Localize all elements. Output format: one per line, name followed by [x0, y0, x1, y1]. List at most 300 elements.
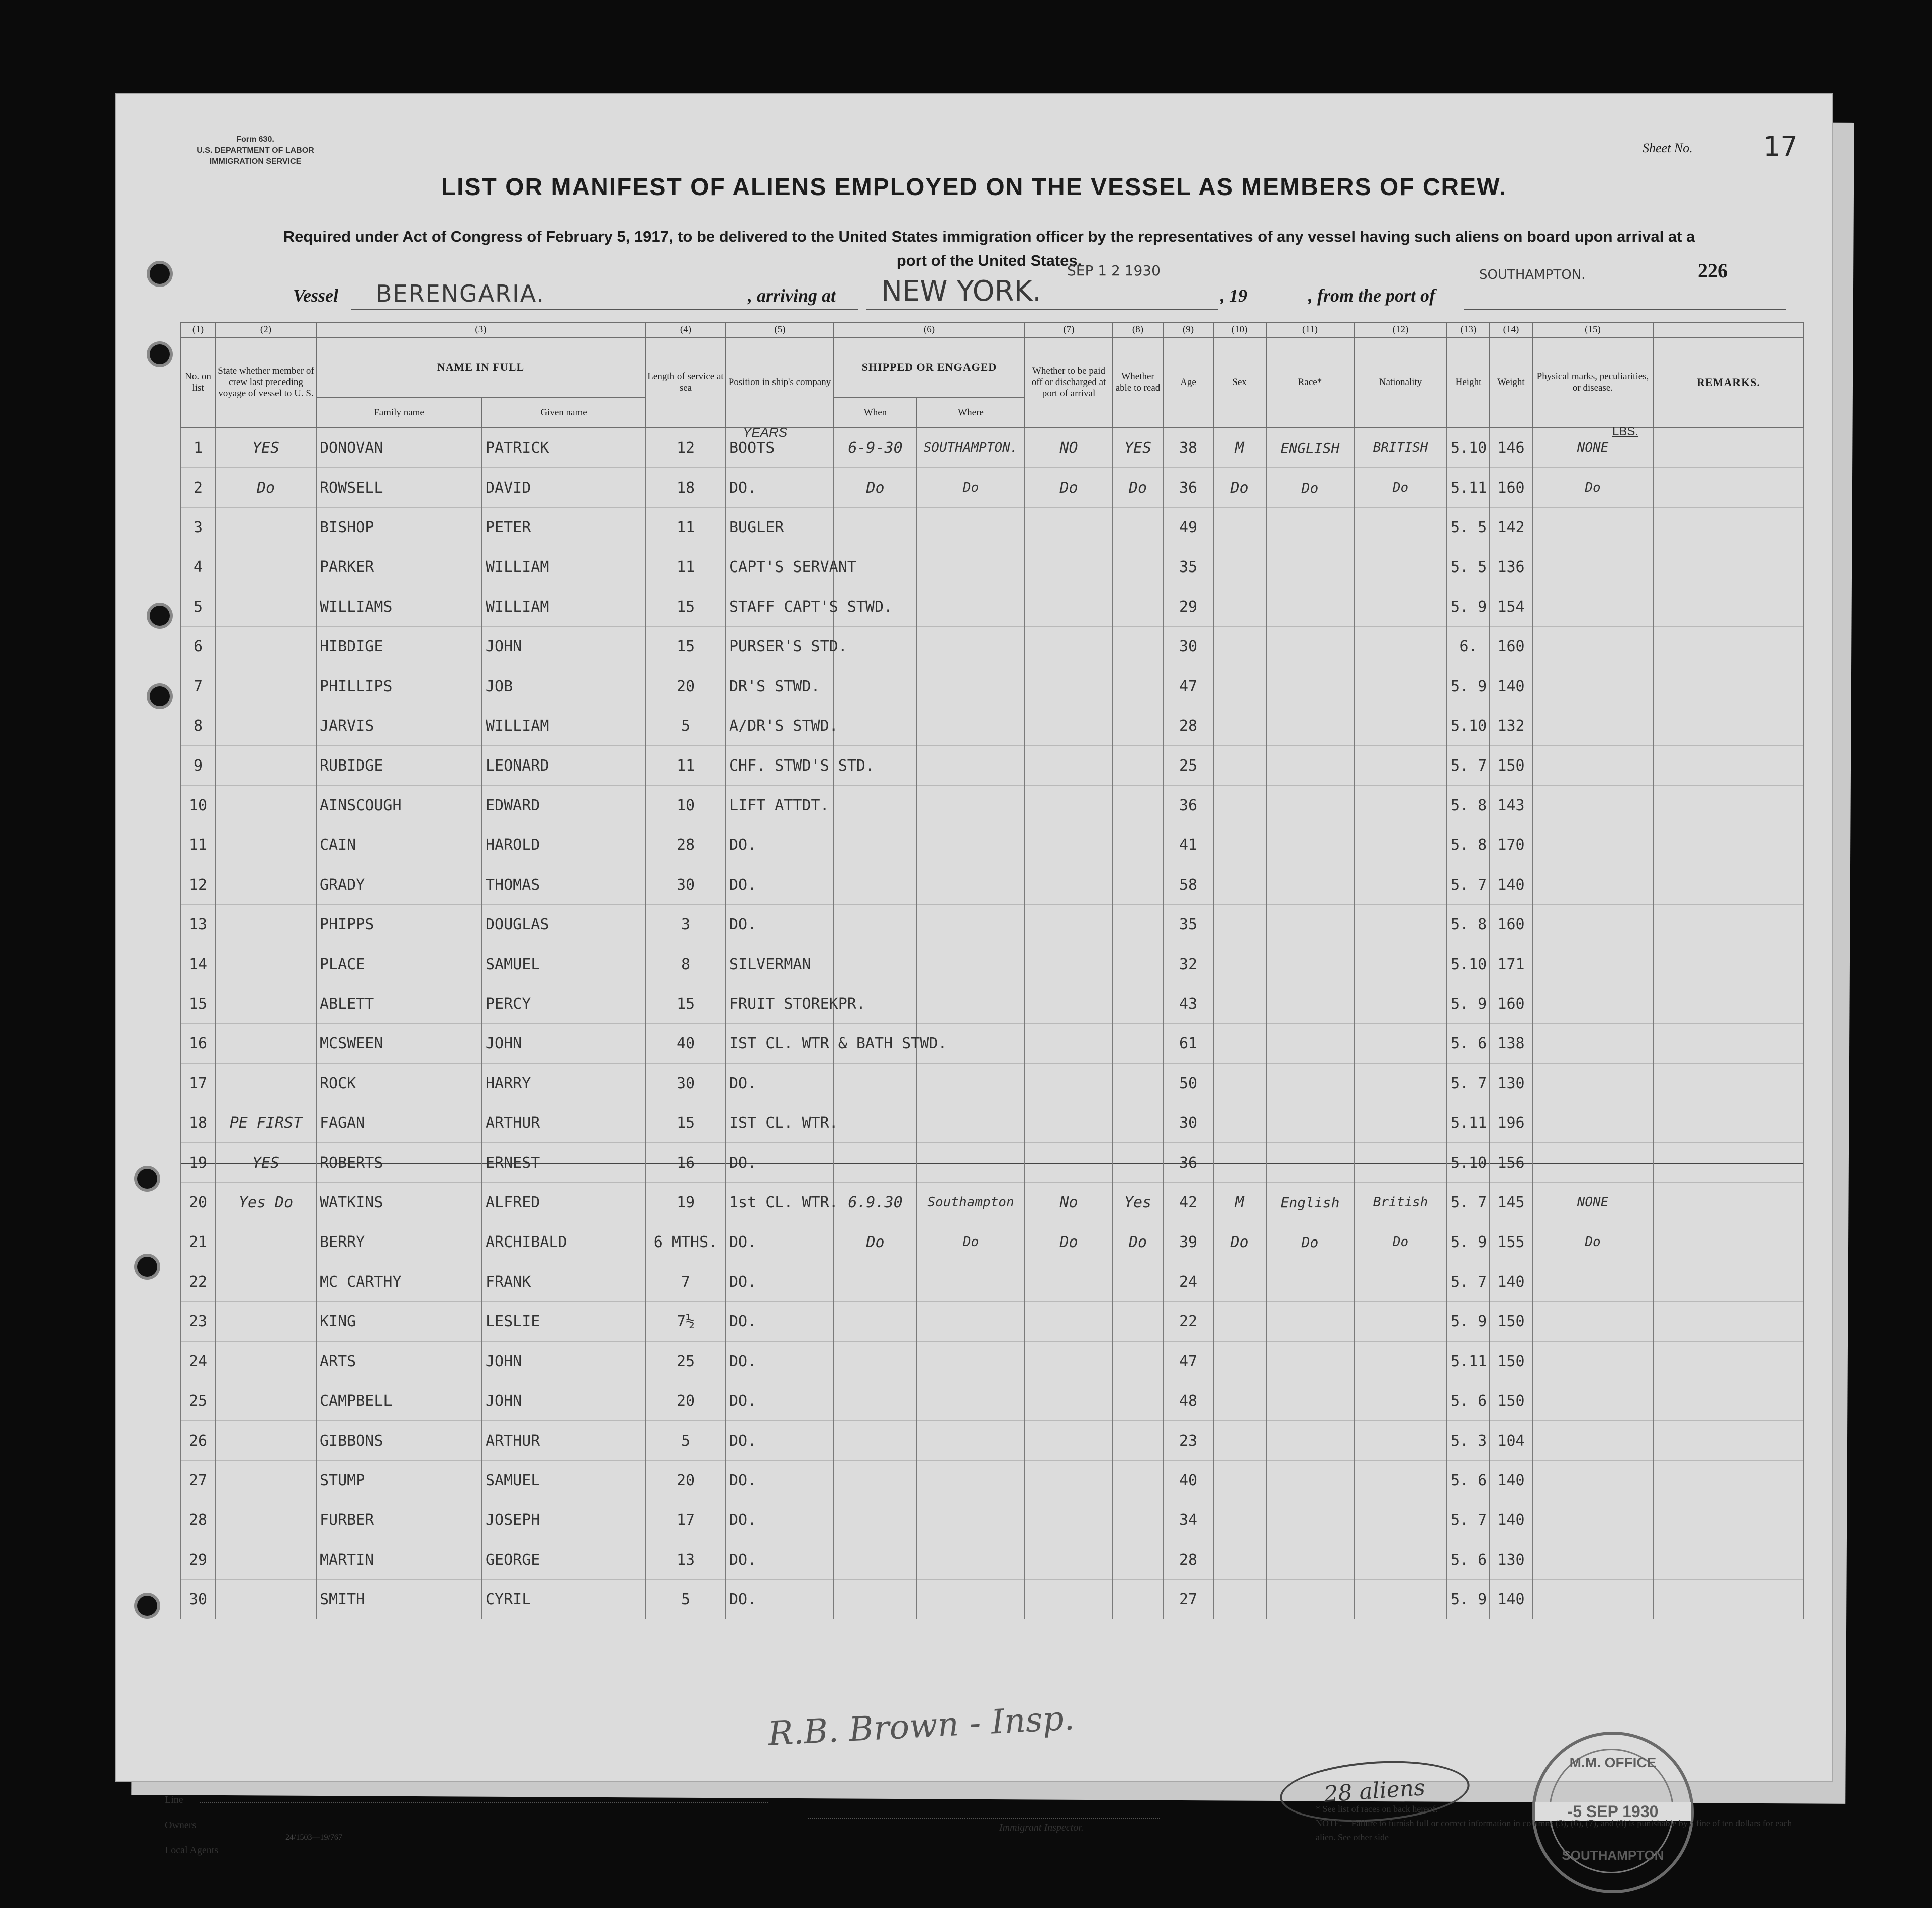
- race-cell: [1266, 706, 1354, 746]
- row-number: 23: [180, 1302, 216, 1342]
- crew-row: [180, 1143, 1804, 1183]
- race-cell: [1266, 1461, 1354, 1500]
- shipped-where-cell: [917, 1580, 1025, 1619]
- shipped-when-cell: [834, 944, 917, 984]
- given-name-cell: LESLIE: [482, 1302, 645, 1342]
- service-length-cell: 6 MTHS.: [645, 1222, 726, 1262]
- age-cell: 43: [1163, 984, 1213, 1024]
- service-length-cell: 11: [645, 547, 726, 587]
- nationality-cell: [1354, 1064, 1447, 1103]
- stamp-date: -5 SEP 1930: [1535, 1802, 1691, 1821]
- shipped-where-cell: [917, 1262, 1025, 1302]
- remarks-cell: [1653, 905, 1804, 944]
- remarks-cell: [1653, 547, 1804, 587]
- given-name-cell: PATRICK: [482, 428, 645, 468]
- service-length-cell: 15: [645, 627, 726, 666]
- weight-cell: 130: [1490, 1540, 1532, 1580]
- col-number-remarks: [1653, 322, 1804, 337]
- age-cell: 22: [1163, 1302, 1213, 1342]
- shipped-when-cell: 6.9.30: [834, 1183, 917, 1222]
- family-name-cell: GIBBONS: [316, 1421, 482, 1461]
- sex-cell: [1213, 1381, 1266, 1421]
- col-number-7: (7): [1025, 322, 1113, 337]
- weight-cell: 140: [1490, 1500, 1532, 1540]
- col-number-4: (4): [645, 322, 726, 337]
- able-to-read-cell: [1113, 547, 1163, 587]
- service-length-cell: 5: [645, 1580, 726, 1619]
- weight-cell: 150: [1490, 1381, 1532, 1421]
- position-cell: CAPT'S SERVANT: [726, 547, 834, 587]
- nationality-cell: BRITISH: [1354, 428, 1447, 468]
- sex-cell: [1213, 1461, 1266, 1500]
- weight-cell: 130: [1490, 1064, 1532, 1103]
- physical-marks-cell: [1532, 547, 1653, 587]
- paid-off-cell: [1025, 547, 1113, 587]
- remarks-cell: [1653, 1302, 1804, 1342]
- given-name-cell: DOUGLAS: [482, 905, 645, 944]
- header-sex: Sex: [1213, 337, 1266, 428]
- sex-cell: [1213, 1103, 1266, 1143]
- family-name-cell: KING: [316, 1302, 482, 1342]
- row-number: 17: [180, 1064, 216, 1103]
- nationality-cell: [1354, 706, 1447, 746]
- prev-voyage-cell: [216, 1262, 316, 1302]
- physical-marks-cell: Do: [1532, 468, 1653, 508]
- col-number-5: (5): [726, 322, 834, 337]
- service-length-cell: 12: [645, 428, 726, 468]
- height-cell: 5. 6: [1447, 1024, 1490, 1064]
- paid-off-cell: [1025, 1342, 1113, 1381]
- service-length-cell: 5: [645, 1421, 726, 1461]
- race-cell: [1266, 1302, 1354, 1342]
- sex-cell: [1213, 706, 1266, 746]
- footer-labels: [165, 1794, 218, 1870]
- able-to-read-cell: [1113, 1302, 1163, 1342]
- family-name-cell: PHILLIPS: [316, 666, 482, 706]
- service-length-cell: 3: [645, 905, 726, 944]
- weight-cell: 150: [1490, 1302, 1532, 1342]
- race-cell: [1266, 1342, 1354, 1381]
- physical-marks-cell: [1532, 587, 1653, 627]
- given-name-cell: DAVID: [482, 468, 645, 508]
- shipped-when-cell: Do: [834, 468, 917, 508]
- row-number: 11: [180, 825, 216, 865]
- sex-cell: [1213, 1540, 1266, 1580]
- position-cell: CHF. STWD'S STD.: [726, 746, 834, 786]
- sex-cell: [1213, 825, 1266, 865]
- given-name-cell: GEORGE: [482, 1540, 645, 1580]
- height-cell: 5. 5: [1447, 508, 1490, 547]
- given-name-cell: ALFRED: [482, 1183, 645, 1222]
- sheet-number-label: Sheet No.: [1643, 141, 1693, 155]
- race-cell: ENGLISH: [1266, 428, 1354, 468]
- shipped-where-cell: [917, 1381, 1025, 1421]
- height-cell: 5. 9: [1447, 984, 1490, 1024]
- family-name-cell: ARTS: [316, 1342, 482, 1381]
- prev-voyage-cell: [216, 984, 316, 1024]
- shipped-where-cell: [917, 905, 1025, 944]
- service-length-cell: 11: [645, 508, 726, 547]
- family-name-cell: STUMP: [316, 1461, 482, 1500]
- position-cell: DO.: [726, 1302, 834, 1342]
- prev-voyage-cell: [216, 1540, 316, 1580]
- header-no-on-list: No. on list: [180, 337, 216, 428]
- nationality-cell: [1354, 1143, 1447, 1183]
- race-cell: Do: [1266, 1222, 1354, 1262]
- crew-row: [180, 1580, 1804, 1619]
- sex-cell: [1213, 1262, 1266, 1302]
- given-name-cell: HARRY: [482, 1064, 645, 1103]
- position-cell: DO.: [726, 1421, 834, 1461]
- vessel-name: BERENGARIA.: [376, 280, 545, 307]
- service-length-cell: 7: [645, 1262, 726, 1302]
- row-number: 13: [180, 905, 216, 944]
- race-cell: [1266, 1024, 1354, 1064]
- race-cell: [1266, 1064, 1354, 1103]
- weight-cell: 132: [1490, 706, 1532, 746]
- height-cell: 5. 9: [1447, 1580, 1490, 1619]
- shipped-when-cell: [834, 825, 917, 865]
- prev-voyage-cell: Do: [216, 468, 316, 508]
- service-length-cell: 19: [645, 1183, 726, 1222]
- weight-cell: 160: [1490, 468, 1532, 508]
- given-name-cell: PETER: [482, 508, 645, 547]
- remarks-cell: [1653, 666, 1804, 706]
- able-to-read-cell: [1113, 746, 1163, 786]
- crew-rows: [180, 428, 1804, 1619]
- weight-cell: 160: [1490, 984, 1532, 1024]
- position-cell: DO.: [726, 468, 834, 508]
- crew-row: [180, 508, 1804, 547]
- shipped-when-cell: [834, 1381, 917, 1421]
- race-cell: [1266, 825, 1354, 865]
- able-to-read-cell: [1113, 1540, 1163, 1580]
- weight-cell: 140: [1490, 1580, 1532, 1619]
- race-cell: [1266, 508, 1354, 547]
- remarks-cell: [1653, 944, 1804, 984]
- nationality-cell: [1354, 905, 1447, 944]
- header-prev-voyage: State whether member of crew last preceding voyage of vessel to U. S.: [216, 337, 316, 428]
- given-name-cell: WILLIAM: [482, 547, 645, 587]
- row-number: 1: [180, 428, 216, 468]
- service-length-cell: 16: [645, 1143, 726, 1183]
- shipped-where-cell: [917, 1342, 1025, 1381]
- crew-row: [180, 1183, 1804, 1222]
- footer-dotted-line: [200, 1802, 768, 1803]
- remarks-cell: [1653, 1381, 1804, 1421]
- nationality-cell: [1354, 1103, 1447, 1143]
- row-number: 5: [180, 587, 216, 627]
- sex-cell: [1213, 508, 1266, 547]
- weight-cell: 143: [1490, 786, 1532, 825]
- prev-voyage-cell: [216, 786, 316, 825]
- given-name-cell: ARTHUR: [482, 1421, 645, 1461]
- crew-row: [180, 468, 1804, 508]
- height-cell: 5.10: [1447, 706, 1490, 746]
- col-number-2: (2): [216, 322, 316, 337]
- given-name-cell: JOB: [482, 666, 645, 706]
- nationality-cell: [1354, 547, 1447, 587]
- sex-cell: [1213, 786, 1266, 825]
- shipped-where-cell: Do: [917, 468, 1025, 508]
- shipped-when-cell: [834, 1342, 917, 1381]
- height-cell: 5.11: [1447, 1342, 1490, 1381]
- arrival-date-stamp: SEP 1 2 1930: [1067, 262, 1161, 279]
- col-number-13: (13): [1447, 322, 1490, 337]
- row-number: 18: [180, 1103, 216, 1143]
- weight-cell: 156: [1490, 1143, 1532, 1183]
- crew-manifest-table: [180, 322, 1804, 1619]
- weight-cell: 140: [1490, 865, 1532, 905]
- shipped-where-cell: [917, 865, 1025, 905]
- weight-cell: 140: [1490, 1461, 1532, 1500]
- row-number: 4: [180, 547, 216, 587]
- physical-marks-cell: [1532, 1103, 1653, 1143]
- prev-voyage-cell: [216, 746, 316, 786]
- remarks-cell: [1653, 428, 1804, 468]
- physical-marks-cell: [1532, 865, 1653, 905]
- family-name-cell: MCSWEEN: [316, 1024, 482, 1064]
- shipped-when-cell: [834, 1064, 917, 1103]
- crew-row: [180, 1421, 1804, 1461]
- weight-cell: 150: [1490, 746, 1532, 786]
- remarks-cell: [1653, 1580, 1804, 1619]
- position-cell: DO.: [726, 1064, 834, 1103]
- physical-marks-cell: [1532, 1580, 1653, 1619]
- paid-off-cell: [1025, 1381, 1113, 1421]
- form-print-code: 24/1503—19/767: [285, 1833, 342, 1842]
- race-cell: Do: [1266, 468, 1354, 508]
- shipped-where-cell: [917, 1500, 1025, 1540]
- header-name-in-full: NAME IN FULL: [316, 337, 645, 398]
- able-to-read-cell: [1113, 1381, 1163, 1421]
- row-number: 8: [180, 706, 216, 746]
- row-number: 9: [180, 746, 216, 786]
- header-position: Position in ship's company: [726, 337, 834, 428]
- age-cell: 58: [1163, 865, 1213, 905]
- header-remarks: REMARKS.: [1653, 337, 1804, 428]
- prev-voyage-cell: [216, 1461, 316, 1500]
- prev-voyage-cell: [216, 547, 316, 587]
- nationality-cell: [1354, 627, 1447, 666]
- sex-cell: [1213, 666, 1266, 706]
- able-to-read-cell: [1113, 1421, 1163, 1461]
- physical-marks-cell: [1532, 706, 1653, 746]
- able-to-read-cell: [1113, 786, 1163, 825]
- position-cell: LIFT ATTDT.: [726, 786, 834, 825]
- age-cell: 23: [1163, 1421, 1213, 1461]
- age-cell: 24: [1163, 1262, 1213, 1302]
- crew-row: [180, 865, 1804, 905]
- shipped-where-cell: SOUTHAMPTON.: [917, 428, 1025, 468]
- col-number-3: (3): [316, 322, 645, 337]
- arriving-label: , arriving at: [748, 285, 836, 306]
- crew-row: [180, 746, 1804, 786]
- weight-cell: 154: [1490, 587, 1532, 627]
- able-to-read-cell: [1113, 1342, 1163, 1381]
- position-cell: BUGLER: [726, 508, 834, 547]
- from-port-label: , from the port of: [1308, 285, 1436, 306]
- remarks-cell: [1653, 1064, 1804, 1103]
- family-name-cell: PLACE: [316, 944, 482, 984]
- given-name-cell: JOHN: [482, 1342, 645, 1381]
- family-name-cell: RUBIDGE: [316, 746, 482, 786]
- given-name-cell: PERCY: [482, 984, 645, 1024]
- shipped-where-cell: [917, 944, 1025, 984]
- shipped-when-cell: [834, 508, 917, 547]
- family-name-cell: ABLETT: [316, 984, 482, 1024]
- age-cell: 35: [1163, 905, 1213, 944]
- able-to-read-cell: [1113, 1500, 1163, 1540]
- weight-cell: 136: [1490, 547, 1532, 587]
- age-cell: 48: [1163, 1381, 1213, 1421]
- position-cell: DO.: [726, 1381, 834, 1421]
- family-name-cell: FURBER: [316, 1500, 482, 1540]
- race-cell: [1266, 944, 1354, 984]
- remarks-cell: [1653, 825, 1804, 865]
- race-cell: [1266, 547, 1354, 587]
- age-cell: 28: [1163, 706, 1213, 746]
- from-port-underline: [1464, 309, 1786, 310]
- height-cell: 5. 7: [1447, 746, 1490, 786]
- row-number: 26: [180, 1421, 216, 1461]
- crew-table-wrap: [180, 322, 1833, 1619]
- able-to-read-cell: [1113, 1103, 1163, 1143]
- height-cell: 5.10: [1447, 944, 1490, 984]
- nationality-cell: [1354, 825, 1447, 865]
- position-cell: DO.: [726, 1143, 834, 1183]
- able-to-read-cell: Yes: [1113, 1183, 1163, 1222]
- row-number: 30: [180, 1580, 216, 1619]
- prev-voyage-cell: [216, 508, 316, 547]
- age-cell: 40: [1163, 1461, 1213, 1500]
- prev-voyage-cell: [216, 865, 316, 905]
- vessel-underline: [351, 309, 858, 310]
- paid-off-cell: [1025, 627, 1113, 666]
- paid-off-cell: [1025, 1421, 1113, 1461]
- crew-row: [180, 1500, 1804, 1540]
- physical-marks-cell: NONE: [1532, 1183, 1653, 1222]
- prev-voyage-cell: YES: [216, 1143, 316, 1183]
- row-number: 24: [180, 1342, 216, 1381]
- race-cell: [1266, 1500, 1354, 1540]
- physical-marks-cell: [1532, 1342, 1653, 1381]
- physical-marks-cell: [1532, 1540, 1653, 1580]
- height-cell: 5. 8: [1447, 825, 1490, 865]
- age-cell: 32: [1163, 944, 1213, 984]
- given-name-cell: JOHN: [482, 1024, 645, 1064]
- family-name-cell: HIBDIGE: [316, 627, 482, 666]
- sex-cell: M: [1213, 428, 1266, 468]
- nationality-cell: [1354, 1580, 1447, 1619]
- shipped-when-cell: [834, 905, 917, 944]
- age-cell: 35: [1163, 547, 1213, 587]
- sex-cell: [1213, 587, 1266, 627]
- paid-off-cell: [1025, 1103, 1113, 1143]
- height-cell: 5. 6: [1447, 1461, 1490, 1500]
- given-name-cell: EDWARD: [482, 786, 645, 825]
- able-to-read-cell: [1113, 666, 1163, 706]
- weight-cell: 146: [1490, 428, 1532, 468]
- race-cell: [1266, 1421, 1354, 1461]
- race-cell: [1266, 786, 1354, 825]
- shipped-where-cell: [917, 666, 1025, 706]
- crew-row: [180, 1222, 1804, 1262]
- family-name-cell: AINSCOUGH: [316, 786, 482, 825]
- races-note: * See list of races on back hereof.: [1316, 1804, 1438, 1814]
- age-cell: 36: [1163, 786, 1213, 825]
- paid-off-cell: [1025, 984, 1113, 1024]
- paid-off-cell: [1025, 1500, 1113, 1540]
- paid-off-cell: [1025, 1302, 1113, 1342]
- stamp-office-text: M.M. OFFICE: [1569, 1755, 1657, 1770]
- shipped-when-cell: [834, 1461, 917, 1500]
- crew-row: [180, 825, 1804, 865]
- prev-voyage-cell: [216, 706, 316, 746]
- prev-voyage-cell: [216, 1421, 316, 1461]
- shipped-when-cell: [834, 1262, 917, 1302]
- able-to-read-cell: [1113, 706, 1163, 746]
- page-subtitle: Required under Act of Congress of February 5, 1917, to be delivered to the United States immigration officer by the representatives of any vessel having such aliens on board upon arrival at a port of the United States.: [283, 228, 1695, 269]
- physical-marks-cell: [1532, 786, 1653, 825]
- physical-marks-cell: [1532, 1381, 1653, 1421]
- height-cell: 5.10: [1447, 1143, 1490, 1183]
- prev-voyage-cell: [216, 1500, 316, 1540]
- col-number-12: (12): [1354, 322, 1447, 337]
- physical-marks-cell: [1532, 1421, 1653, 1461]
- able-to-read-cell: [1113, 905, 1163, 944]
- able-to-read-cell: [1113, 1064, 1163, 1103]
- remarks-cell: [1653, 1103, 1804, 1143]
- nationality-cell: [1354, 1500, 1447, 1540]
- sex-cell: [1213, 1500, 1266, 1540]
- from-port: SOUTHAMPTON.: [1479, 267, 1586, 282]
- position-cell: DO.: [726, 1461, 834, 1500]
- nationality-cell: [1354, 746, 1447, 786]
- remarks-cell: [1653, 468, 1804, 508]
- prev-voyage-cell: [216, 1222, 316, 1262]
- footer-agents-label: Local Agents: [165, 1845, 219, 1856]
- physical-marks-cell: [1532, 1302, 1653, 1342]
- paid-off-cell: Do: [1025, 1222, 1113, 1262]
- prev-voyage-cell: [216, 627, 316, 666]
- nationality-cell: [1354, 944, 1447, 984]
- able-to-read-cell: [1113, 984, 1163, 1024]
- paid-off-cell: [1025, 786, 1113, 825]
- sex-cell: Do: [1213, 468, 1266, 508]
- physical-marks-cell: [1532, 905, 1653, 944]
- physical-marks-cell: [1532, 1500, 1653, 1540]
- service-length-cell: 20: [645, 1381, 726, 1421]
- paid-off-cell: [1025, 508, 1113, 547]
- paid-off-cell: [1025, 1540, 1113, 1580]
- height-cell: 5. 3: [1447, 1421, 1490, 1461]
- shipped-where-cell: [917, 1302, 1025, 1342]
- remarks-cell: [1653, 865, 1804, 905]
- able-to-read-cell: [1113, 1580, 1163, 1619]
- shipped-where-cell: Do: [917, 1222, 1025, 1262]
- prev-voyage-cell: [216, 1064, 316, 1103]
- given-name-cell: SAMUEL: [482, 944, 645, 984]
- crew-row: [180, 984, 1804, 1024]
- shipped-when-cell: [834, 1421, 917, 1461]
- shipped-where-cell: [917, 825, 1025, 865]
- family-name-cell: PHIPPS: [316, 905, 482, 944]
- service-length-cell: 20: [645, 666, 726, 706]
- family-name-cell: ROWSELL: [316, 468, 482, 508]
- paid-off-cell: [1025, 1262, 1113, 1302]
- family-name-cell: ROCK: [316, 1064, 482, 1103]
